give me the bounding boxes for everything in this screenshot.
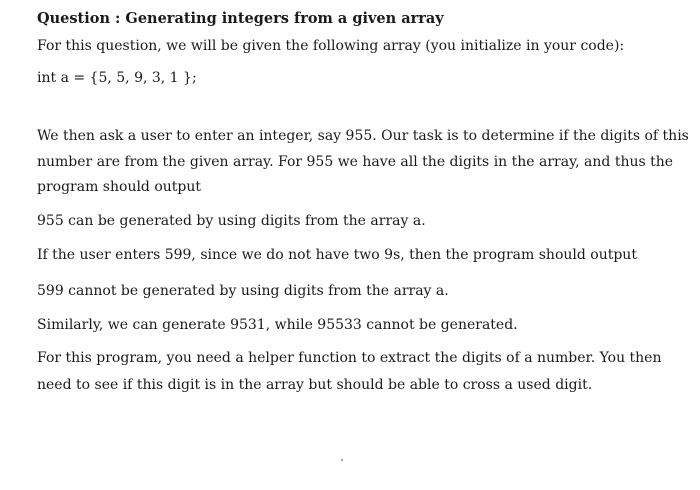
paragraph-2: If the user enters 599, since we do not have two 9s, then the program should output — [37, 247, 637, 263]
paragraph-3: Similarly, we can generate 9531, while 95533 cannot be generated. — [37, 317, 518, 333]
paragraph-1-line-1: We then ask a user to enter an integer, say 955. Our task is to determine if the digits of this — [37, 128, 689, 144]
example-output-1: 955 can be generated by using digits from the array a. — [37, 213, 426, 229]
scan-dot — [341, 459, 343, 461]
paragraph-4-line-1: For this program, you need a helper function to extract the digits of a number. You then — [37, 350, 662, 366]
paragraph-1-line-2: number are from the given array. For 955 we have all the digits in the array, and thus the — [37, 154, 674, 170]
paragraph-1-line-3: program should output — [37, 179, 202, 195]
question-intro: For this question, we will be given the following array (you initialize in your code): — [37, 38, 625, 54]
question-title: Question : Generating integers from a given array — [37, 10, 444, 27]
paragraph-4-line-2: need to see if this digit is in the array but should be able to cross a used digit. — [37, 377, 593, 393]
array-initialization: int a = {5, 5, 9, 3, 1 }; — [37, 70, 197, 86]
example-output-2: 599 cannot be generated by using digits from the array a. — [37, 283, 449, 299]
